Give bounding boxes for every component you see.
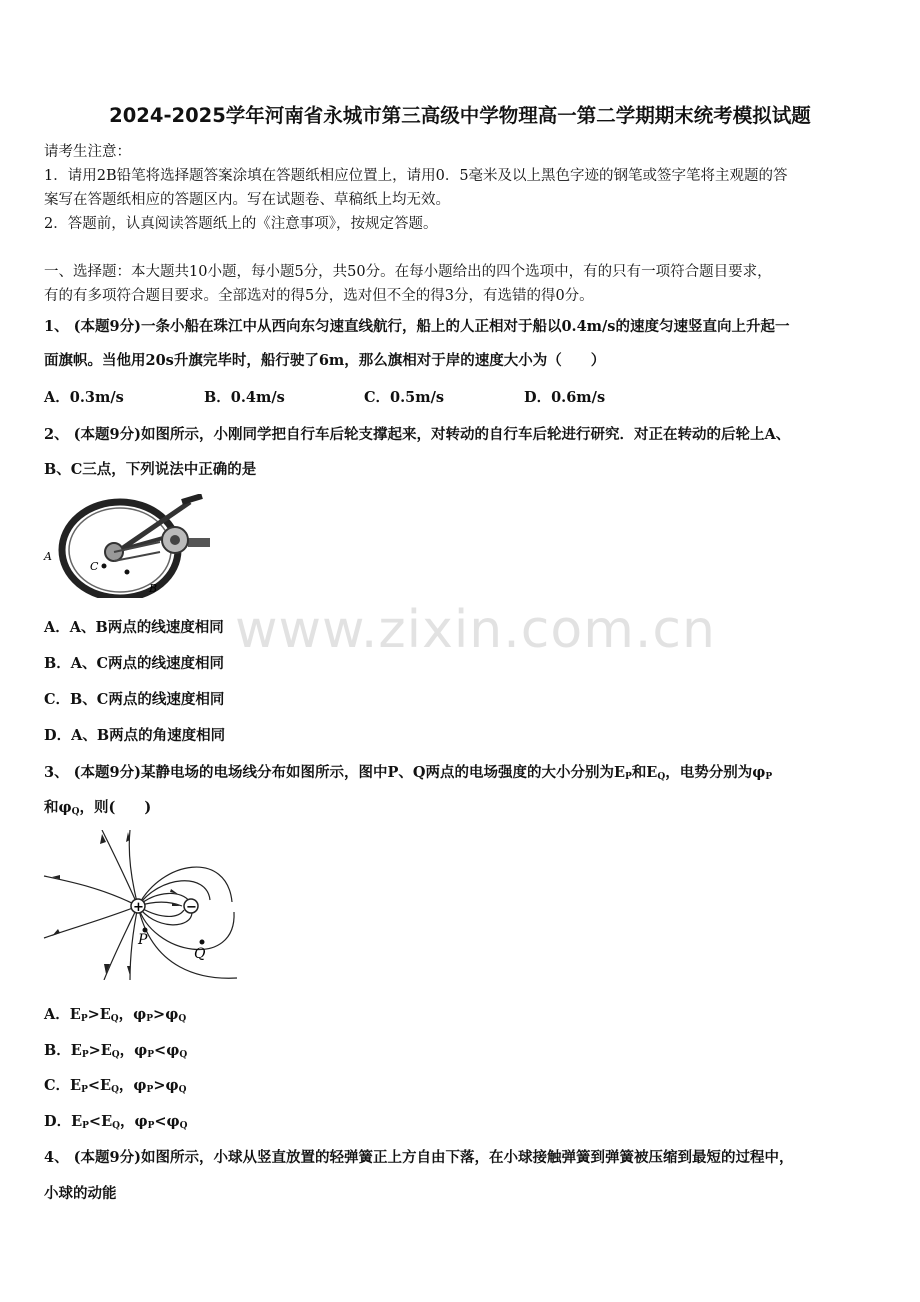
opt-text: <φ bbox=[154, 1113, 180, 1130]
section-instructions-line-1: 一、选择题：本大题共10小题，每小题5分，共50分。在每小题给出的四个选项中，有的只有一项符合题目要求， bbox=[44, 264, 772, 280]
subscript: Q bbox=[657, 772, 666, 782]
opt-text: <φ bbox=[154, 1042, 180, 1059]
figure-label-b: B bbox=[149, 582, 158, 595]
opt-text: ，φ bbox=[119, 1042, 148, 1059]
subscript: P bbox=[765, 772, 773, 782]
opt-text: C．E bbox=[44, 1077, 82, 1094]
question-3-line-1-end: ，电势分别为φ bbox=[665, 764, 766, 781]
question-3-option-b[interactable] bbox=[44, 1039, 187, 1060]
subscript: P bbox=[81, 1050, 89, 1060]
subscript: P bbox=[80, 1014, 88, 1024]
opt-text: D．E bbox=[44, 1113, 83, 1130]
notice-heading: 请考生注意： bbox=[44, 144, 131, 160]
question-3-option-d[interactable] bbox=[44, 1110, 188, 1131]
point-q-label: Q bbox=[194, 946, 206, 962]
question-2-line-1: 2、 (本题9分)如图所示，小刚同学把自行车后轮支撑起来，对转动的自行车后轮进行研究．对正在转动的后轮上A、 bbox=[44, 426, 791, 443]
question-2-option-a[interactable]: A．A、B两点的线速度相同 bbox=[44, 619, 224, 636]
question-4-line-2: 小球的动能 bbox=[44, 1185, 117, 1202]
watermark: www.zixin.com.cn bbox=[235, 600, 716, 660]
point-p-label: P bbox=[138, 932, 148, 948]
negative-charge-label: − bbox=[186, 900, 197, 915]
opt-text: >E bbox=[88, 1042, 112, 1059]
question-2-option-d[interactable]: D．A、B两点的角速度相同 bbox=[44, 727, 226, 744]
opt-text: >φ bbox=[153, 1006, 179, 1023]
question-3-line-2-end: ，则( ) bbox=[79, 799, 152, 816]
question-1-option-b[interactable]: B．0.4m/s bbox=[204, 389, 285, 406]
opt-text: <E bbox=[87, 1077, 112, 1094]
question-2-line-2: B、C三点，下列说法中正确的是 bbox=[44, 461, 257, 478]
subscript: P bbox=[625, 772, 632, 782]
positive-charge-label: + bbox=[133, 900, 144, 915]
notice-item-1-line-1: 1．请用2B铅笔将选择题答案涂填在答题纸相应位置上，请用0．5毫米及以上黑色字迹的钢笔或签字笔将主观题的答 bbox=[44, 168, 788, 184]
question-2-option-b[interactable]: B．A、C两点的线速度相同 bbox=[44, 655, 225, 672]
opt-text: <E bbox=[88, 1113, 113, 1130]
question-1-option-c[interactable]: C．0.5m/s bbox=[364, 389, 445, 406]
subscript: Q bbox=[178, 1014, 187, 1024]
subscript: P bbox=[146, 1014, 154, 1024]
subscript: Q bbox=[179, 1121, 188, 1131]
page-title: 2024-2025学年河南省永城市第三高级中学物理高一第二学期期末统考模拟试题 bbox=[109, 104, 811, 127]
figure-label-c: C bbox=[90, 560, 99, 573]
opt-text: >φ bbox=[153, 1077, 179, 1094]
opt-text: B．E bbox=[44, 1042, 82, 1059]
question-3-line-1 bbox=[44, 761, 772, 782]
electric-field-lines-figure bbox=[42, 830, 242, 980]
opt-text: ，φ bbox=[118, 1006, 147, 1023]
question-1-option-d[interactable]: D．0.6m/s bbox=[524, 389, 606, 406]
subscript: Q bbox=[178, 1085, 187, 1095]
question-3-line-1-mid: 和E bbox=[631, 764, 658, 781]
question-1-line-2: 面旗帜。当他用20s升旗完毕时，船行驶了6m，那么旗相对于岸的速度大小为（ ） bbox=[44, 352, 606, 369]
opt-text: A．E bbox=[44, 1006, 81, 1023]
opt-text: >E bbox=[87, 1006, 111, 1023]
question-2-option-c[interactable]: C．B、C两点的线速度相同 bbox=[44, 691, 225, 708]
figure-label-a: A bbox=[44, 550, 52, 563]
question-3-line-2 bbox=[44, 796, 151, 817]
subscript: P bbox=[147, 1121, 155, 1131]
opt-text: ，φ bbox=[119, 1113, 148, 1130]
subscript: P bbox=[81, 1085, 88, 1095]
notice-item-2: 2．答题前，认真阅读答题纸上的《注意事项》，按规定答题。 bbox=[44, 216, 438, 232]
subscript: Q bbox=[179, 1050, 188, 1060]
opt-text: ，φ bbox=[118, 1077, 147, 1094]
subscript: P bbox=[82, 1121, 89, 1131]
bicycle-wheel-figure bbox=[42, 494, 217, 598]
subscript: P bbox=[147, 1050, 155, 1060]
subscript: Q bbox=[111, 1085, 119, 1095]
question-3-option-c[interactable] bbox=[44, 1074, 186, 1095]
section-instructions-line-2: 有的有多项符合题目要求。全部选对的得5分，选对但不全的得3分，有选错的得0分。 bbox=[44, 288, 594, 304]
subscript: Q bbox=[112, 1121, 120, 1131]
notice-item-1-line-2: 案写在答题纸相应的答题区内。写在试题卷、草稿纸上均无效。 bbox=[44, 192, 450, 208]
question-3-line-1-text: 3、 (本题9分)某静电场的电场线分布如图所示，图中P、Q两点的电场强度的大小分别为E bbox=[44, 764, 626, 781]
question-3-line-2-text: 和φ bbox=[44, 799, 72, 816]
question-4-line-1: 4、 (本题9分)如图所示，小球从竖直放置的轻弹簧正上方自由下落，在小球接触弹簧到弹簧被压缩到最短的过程中， bbox=[44, 1149, 794, 1166]
subscript: Q bbox=[111, 1050, 120, 1060]
subscript: Q bbox=[110, 1014, 119, 1024]
subscript: P bbox=[146, 1085, 154, 1095]
subscript: Q bbox=[71, 807, 80, 817]
question-1-line-1: 1、 (本题9分)一条小船在珠江中从西向东匀速直线航行，船上的人正相对于船以0.4m/s的速度匀速竖直向上升起一 bbox=[44, 318, 790, 335]
question-1-option-a[interactable]: A．0.3m/s bbox=[44, 389, 124, 406]
question-3-option-a[interactable] bbox=[44, 1003, 186, 1024]
